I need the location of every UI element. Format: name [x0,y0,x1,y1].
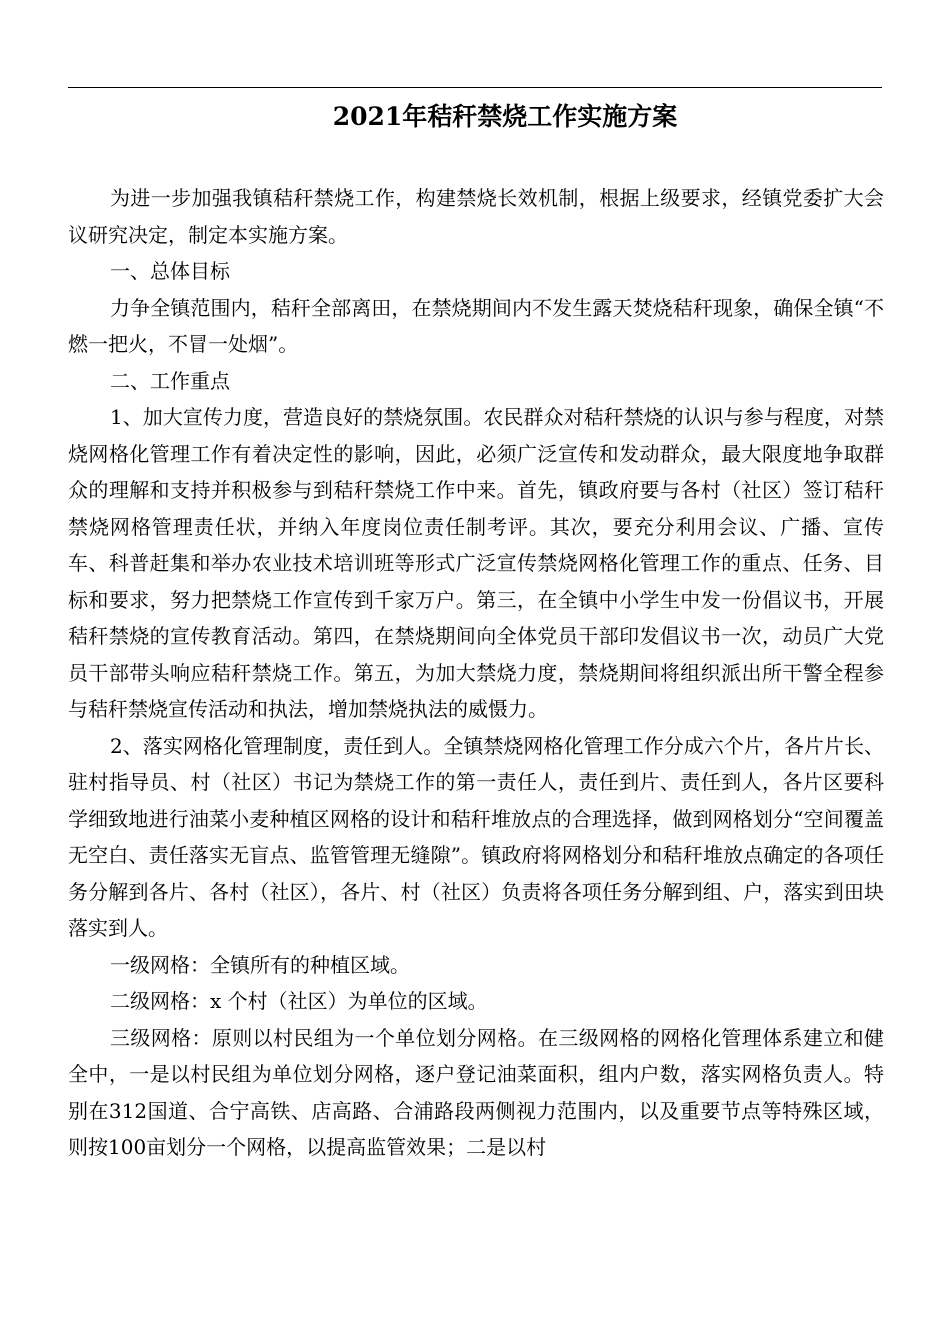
section-heading-focus: 二、工作重点 [110,368,230,393]
grid-level-1-paragraph: 一级网格：全镇所有的种植区域。 [110,952,410,977]
header-rule [68,87,882,88]
document-body [68,180,884,1166]
grid-level-3-paragraph: 三级网格：原则以村民组为一个单位划分网格。在三级网格的网格化管理体系建立和健全中，一是以村民组为单位划分网格，逐户登记油菜面积，组内户数，落实网格负责人。特别在312国道、合宁高铁、店高路、合浦路段两侧视力范围内，以及重要节点等特殊区域，则按100亩划分一个网格，以提高监管效果；二是以村 [68,1025,884,1159]
grid-level-2-paragraph: 二级网格：x 个村（社区）为单位的区域。 [110,989,488,1013]
focus-item-2-paragraph: 2、落实网格化管理制度，责任到人。全镇禁烧网格化管理工作分成六个片，各片片长、驻村指导员、村（社区）书记为禁烧工作的第一责任人，责任到片、责任到人，各片区要科学细致地进行油菜小麦种植区网格的设计和秸秆堆放点的合理选择，做到网格划分“空间覆盖无空白、责任落实无盲点、监管管理无缝隙”。镇政府将网格划分和秸秆堆放点确定的各项任务分解到各片、各村（社区），各片、村（社区）负责将各项任务分解到组、户，落实到田块落实到人。 [68,733,884,940]
goals-paragraph: 力争全镇范围内，秸秆全部离田，在禁烧期间内不发生露天焚烧秸秆现象，确保全镇“不燃一把火，不冒一处烟”。 [68,295,884,356]
intro-paragraph: 为进一步加强我镇秸秆禁烧工作，构建禁烧长效机制，根据上级要求，经镇党委扩大会议研究决定，制定本实施方案。 [68,186,884,247]
section-heading-goals: 一、总体目标 [110,259,230,283]
focus-item-1-paragraph: 1、加大宣传力度，营造良好的禁烧氛围。农民群众对秸秆禁烧的认识与参与程度，对禁烧网格化管理工作有着决定性的影响，因此，必须广泛宣传和发动群众，最大限度地争取群众的理解和支持并积极参与到秸秆禁烧工作中来。首先，镇政府要与各村（社区）签订秸秆禁烧网格管理责任状，并纳入年度岗位责任制考评。其次，要充分利用会议、广播、宣传车、科普赶集和举办农业技术培训班等形式广泛宣传禁烧网格化管理工作的重点、任务、目标和要求，努力把禁烧工作宣传到千家万户。第三，在全镇中小学生中发一份倡议书，开展秸秆禁烧的宣传教育活动。第四，在禁烧期间向全体党员干部印发倡议书一次，动员广大党员干部带头响应秸秆禁烧工作。第五，为加大禁烧力度，禁烧期间将组织派出所干警全程参与秸秆禁烧宣传活动和执法，增加禁烧执法的威慑力。 [68,405,884,721]
document-title: 2021年秸秆禁烧工作实施方案 [332,102,678,131]
